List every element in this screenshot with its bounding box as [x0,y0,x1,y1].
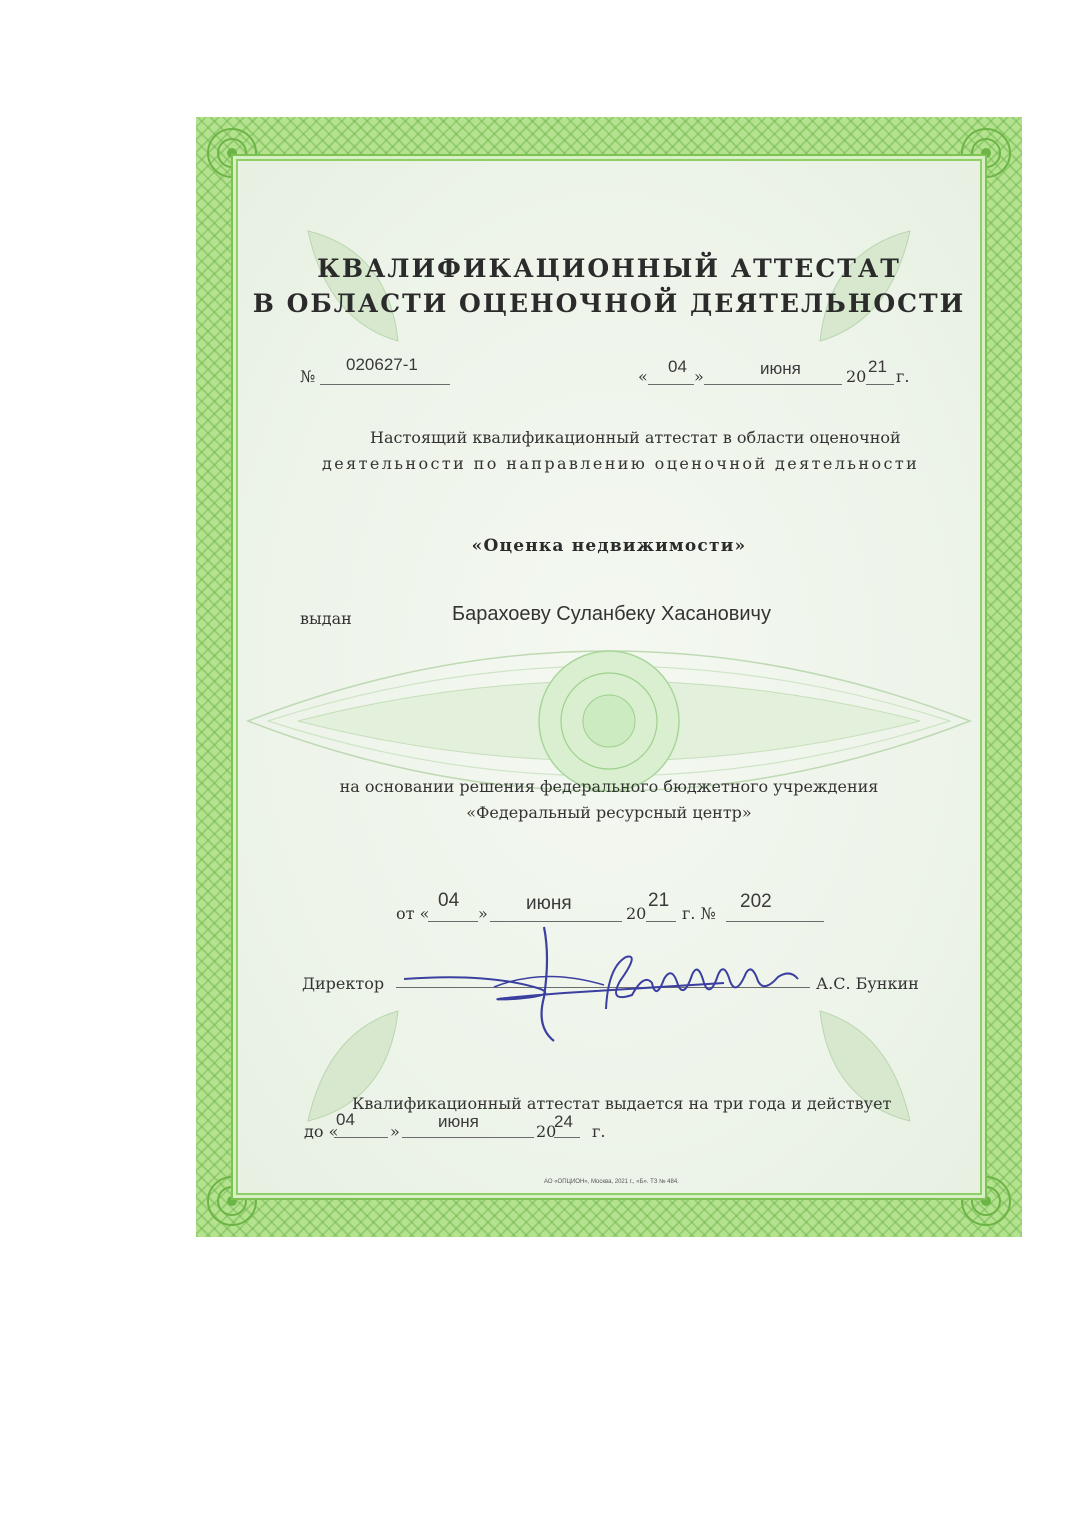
valid-until-close-quote: » [390,1122,400,1141]
certificate-number: 020627-1 [346,355,418,374]
valid-until-year-prefix: 20 [536,1122,557,1141]
direction-name: «Оценка недвижимости» [471,536,747,556]
body-text-line-1: Настоящий квалификационный аттестат в области оценочной [370,428,901,447]
issued-label: выдан [300,609,352,628]
issue-date-year-prefix: 20 [846,367,867,386]
decision-number: 202 [740,891,772,912]
issue-date-year-suffix: 21 [868,357,887,376]
decision-year-suffix: 21 [648,890,670,911]
valid-until-month: июня [438,1112,479,1131]
validity-line: Квалификационный аттестат выдается на три года и действует [352,1094,892,1113]
certificate-title-line-2: В ОБЛАСТИ ОЦЕНОЧНОЙ ДЕЯТЕЛЬНОСТИ [252,289,966,318]
printer-note: АО «ОПЦИОН», Москва, 2021 г., «Б». ТЗ № 484. [544,1179,679,1185]
body-text-line-2: деятельности по направлению оценочной деятельности [322,454,920,473]
issued-to-name: Барахоеву Суланбеку Хасановичу [452,603,771,625]
decision-close-quote: » [478,904,488,923]
director-signature-icon [394,917,814,1047]
issue-date-year-unit: г. [896,367,910,386]
valid-until-day: 04 [336,1110,355,1129]
decision-number-label: г. № [682,904,716,923]
certificate-title-line-1: КВАЛИФИКАЦИОННЫЙ АТТЕСТАТ [317,254,901,283]
decision-from-label: от « [396,904,430,923]
issue-date-open-quote: « [638,367,648,386]
issue-date-day: 04 [668,357,687,376]
decision-month: июня [526,893,572,914]
decision-year-prefix: 20 [626,904,647,923]
certificate [196,117,1022,1237]
director-name: А.С. Бункин [816,974,919,993]
decision-day: 04 [438,890,460,911]
valid-until-year-unit: г. [592,1122,606,1141]
issue-date-month: июня [760,359,801,378]
basis-line-2: «Федеральный ресурсный центр» [466,803,752,822]
valid-until-year-suffix: 24 [554,1112,573,1131]
issue-date-close-quote: » [694,367,704,386]
director-label: Директор [302,974,385,993]
basis-line-1: на основании решения федерального бюджетного учреждения [339,777,879,796]
number-label: № [300,367,316,386]
valid-until-label: до « [304,1122,339,1141]
